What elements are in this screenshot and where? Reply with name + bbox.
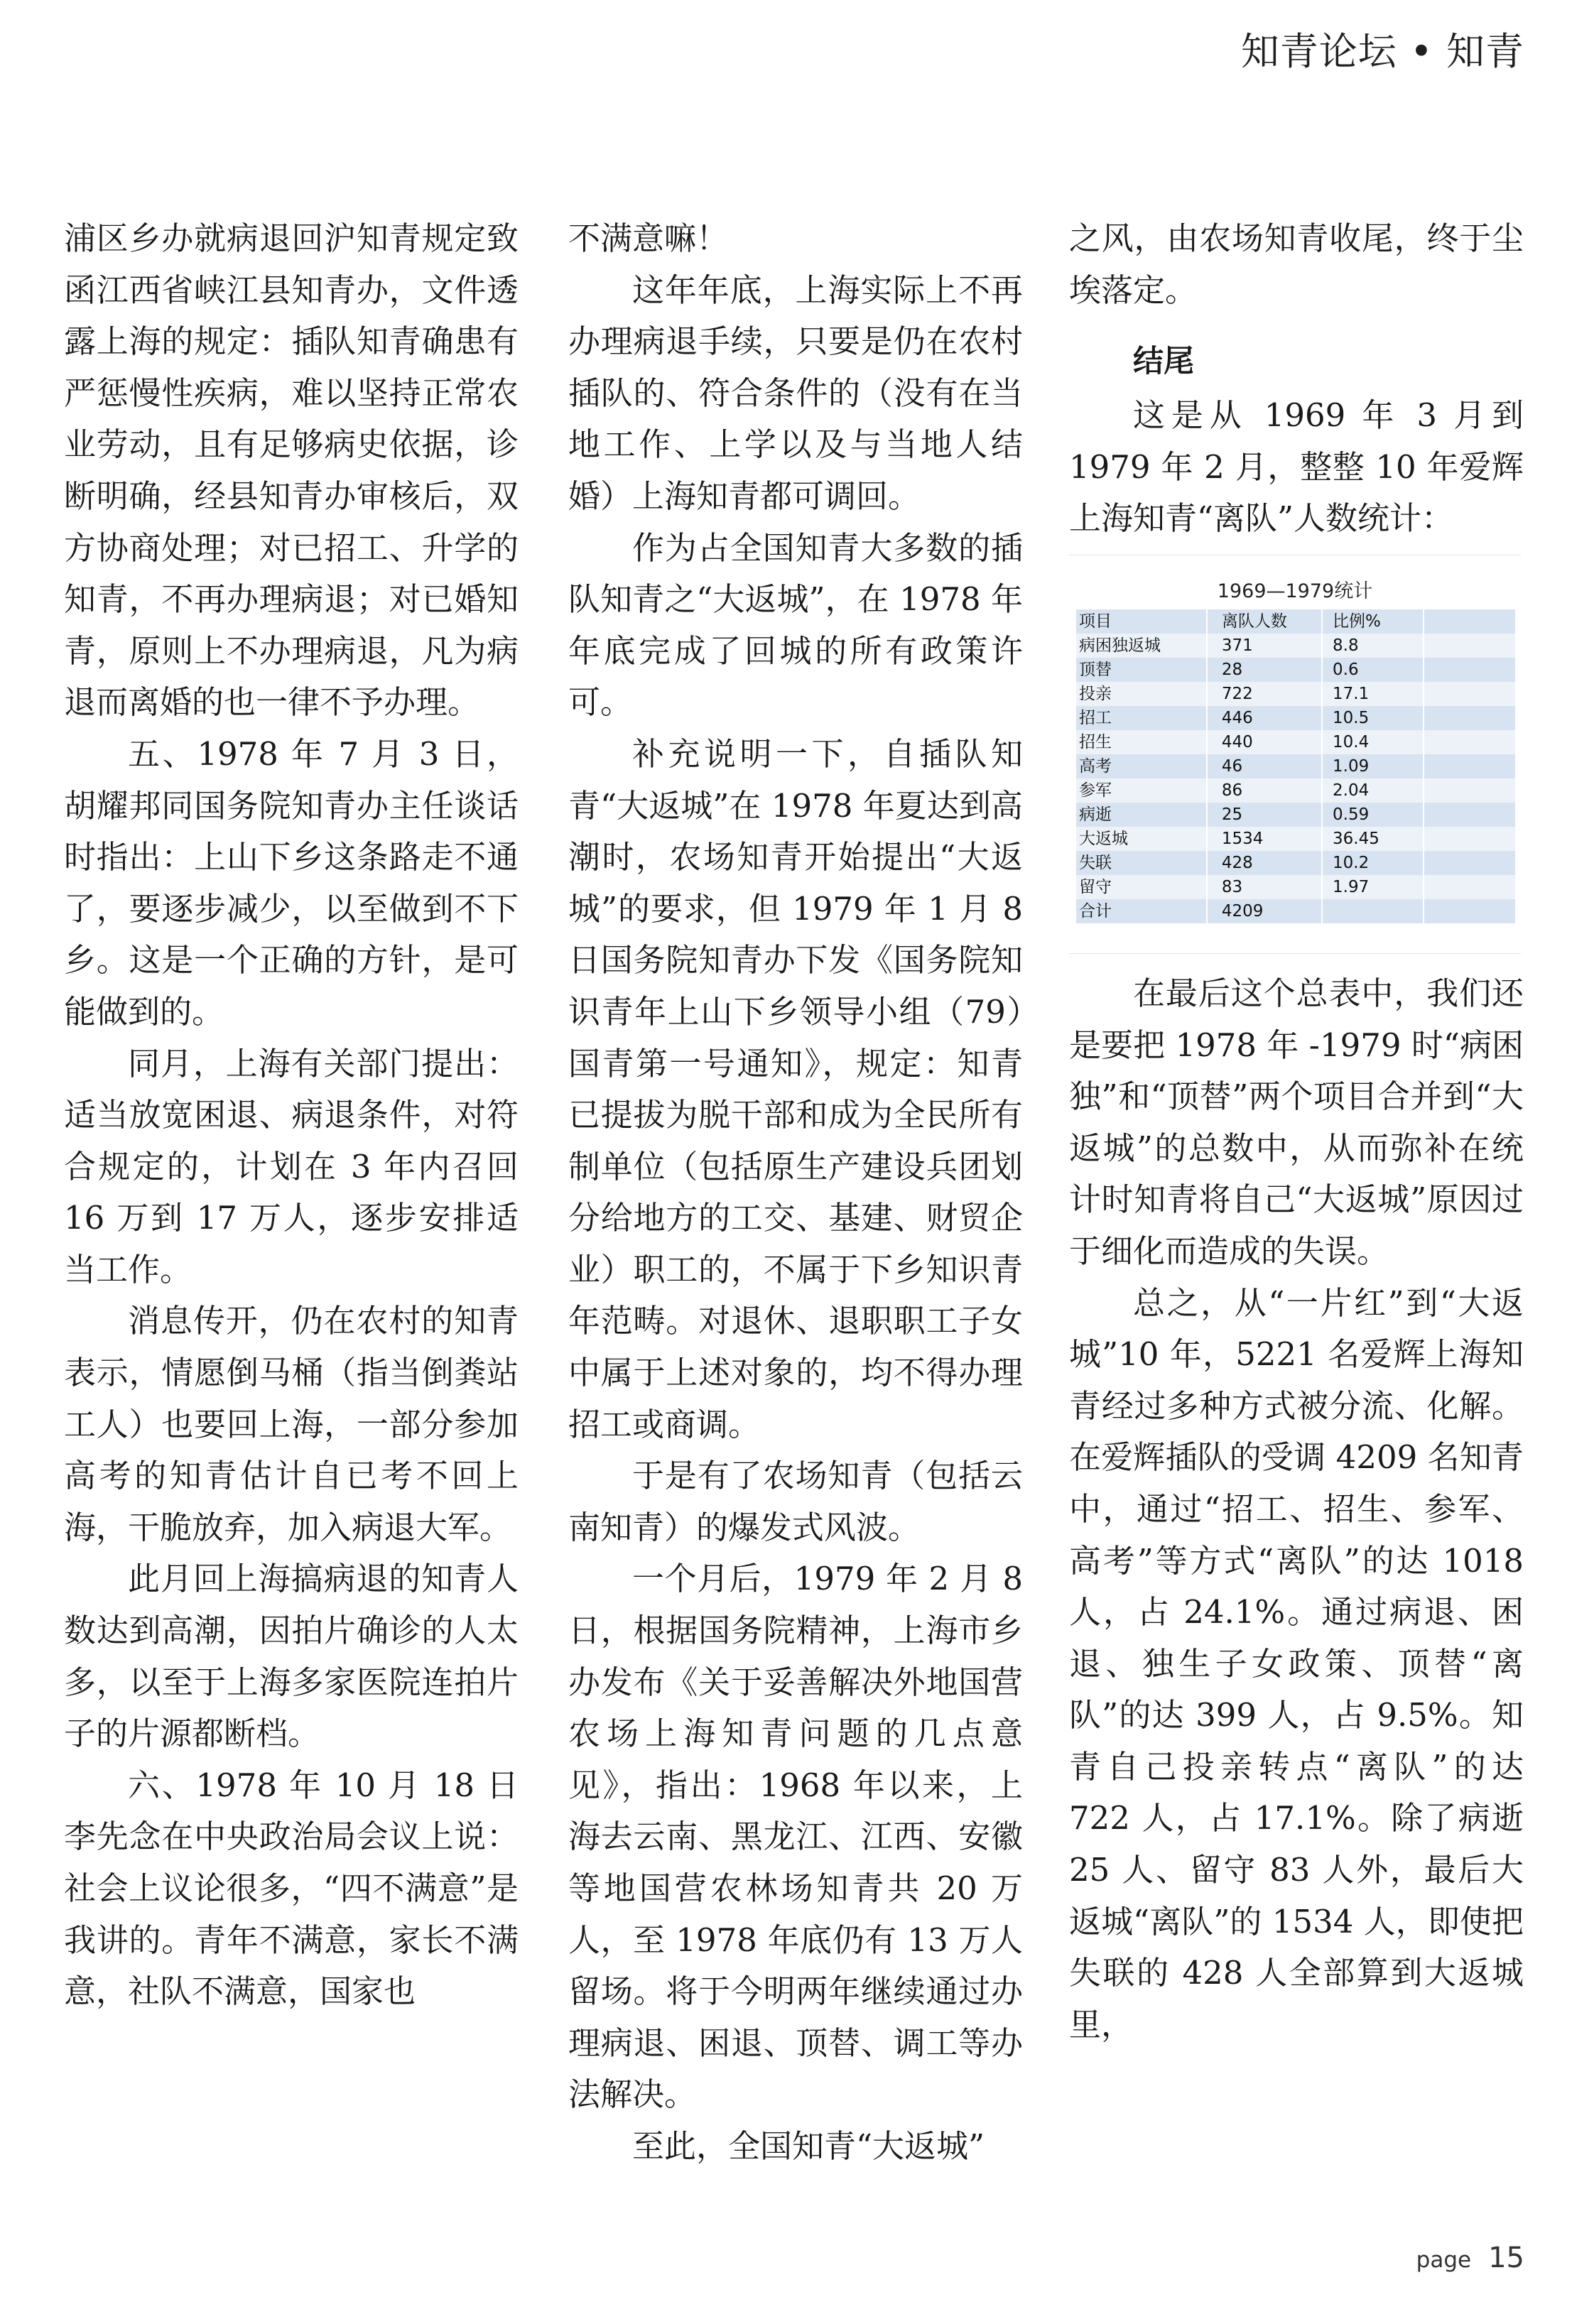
empty-cell <box>1424 730 1516 754</box>
table-title: 1969—1979统计 <box>1217 580 1373 602</box>
page-number: 15 <box>1488 2242 1524 2274</box>
header-cell: 比例% <box>1322 609 1424 634</box>
item-cell: 合计 <box>1076 899 1207 923</box>
count-cell: 28 <box>1207 658 1322 682</box>
table-row <box>1076 851 1516 875</box>
header-cell: 项目 <box>1076 609 1207 634</box>
item-cell: 大返城 <box>1076 827 1207 851</box>
count-cell: 722 <box>1207 682 1322 706</box>
empty-cell <box>1424 634 1516 658</box>
count-cell: 25 <box>1207 803 1322 827</box>
count-cell: 1534 <box>1207 827 1322 851</box>
paragraph: 这是从 1969 年 3 月到 1979 年 2 月，整整 10 年爱辉上海知青“离队”人数统计： <box>1069 396 1524 538</box>
count-cell: 86 <box>1207 778 1322 803</box>
table-row <box>1076 827 1516 851</box>
paragraph: 同月，上海有关部门提出：适当放宽困退、病退条件，对符合规定的，计划在 3 年内召回 16 万到 17 万人，逐步安排适当工作。 <box>64 1044 519 1288</box>
ratio-cell: 10.2 <box>1322 851 1424 875</box>
paragraph: 五、1978 年 7 月 3 日，胡耀邦同国务院知青办主任谈话时指出：上山下乡这条路走不通了，要逐步减少，以至做到不下乡。这是一个正确的方针，是可能做到的。 <box>64 734 519 1031</box>
table-row <box>1076 730 1516 754</box>
paragraph: 这年年底，上海实际上不再办理病退手续，只要是仍在农村插队的、符合条件的（没有在当地工作、上学以及与当地人结婚）上海知青都可调回。 <box>568 271 1023 515</box>
column-1 <box>64 213 519 2018</box>
paragraph: 此月回上海搞病退的知青人数达到高潮，因拍片确诊的人太多，以至于上海多家医院连拍片子的片源都断档。 <box>64 1560 519 1753</box>
empty-cell <box>1424 899 1516 923</box>
table-header-row <box>1076 609 1516 634</box>
table-row <box>1076 658 1516 682</box>
count-cell: 446 <box>1207 706 1322 730</box>
page-footer <box>1416 2242 1524 2274</box>
empty-cell <box>1424 658 1516 682</box>
table-row <box>1076 803 1516 827</box>
empty-cell <box>1424 778 1516 803</box>
paragraph: 浦区乡办就病退回沪知青规定致函江西省峡江县知青办，文件透露上海的规定：插队知青确患有严惩慢性疾病，难以坚持正常农业劳动，且有足够病史依据，诊断明确，经县知青办审核后，双方协商处理；对已招工、升学的知青，不再办理病退；对已婚知青，原则上不办理病退，凡为病退而离婚的也一律不予办理。 <box>64 219 519 722</box>
paragraph: 作为占全国知青大多数的插队知青之“大返城”，在 1978 年年底完成了回城的所有政策许可。 <box>568 528 1023 722</box>
paragraph: 补充说明一下，自插队知青“大返城”在 1978 年夏达到高潮时，农场知青开始提出“大返城”的要求，但 1979 年 1 月 8 日国务院知青办下发《国务院知识青年上山下乡领导小组（79）国青第一号通知》，规定：知青已提拔为脱干部和成为全民所有制单位（包括原生产建设兵团划分给地方的工交、基建、财贸企业）职工的，不属于下乡知识青年范畴。对退休、退职职工子女中属于上述对象的，均不得办理招工或商调。 <box>568 734 1023 1443</box>
section-heading: 结尾 <box>1133 344 1194 380</box>
table-row <box>1076 706 1516 730</box>
paragraph: 之风，由农场知青收尾，终于尘埃落定。 <box>1069 219 1524 309</box>
item-cell: 顶替 <box>1076 658 1207 682</box>
paragraph: 总之，从“一片红”到“大返城”10 年，5221 名爱辉上海知青经过多种方式被分流、化解。在爱辉插队的受调 4209 名知青中，通过“招工、招生、参军、高考”等方式“离队”的达 1018 人，占 24.1%。通过病退、困退、独生子女政策、顶替“离队”的达 399 人，占 9.5%。知青自己投亲转点“离队”的达 722 人，占 17.1%。除了病逝 25 人、留守 83 人外，最后大返城“离队”的 1534 人，即使把失联的 428 人全部算到大返城里， <box>1069 1283 1524 2043</box>
header-cell: 离队人数 <box>1207 609 1322 634</box>
ratio-cell: 36.45 <box>1322 827 1424 851</box>
table-row <box>1076 754 1516 778</box>
empty-cell <box>1424 851 1516 875</box>
item-cell: 投亲 <box>1076 682 1207 706</box>
empty-cell <box>1424 754 1516 778</box>
empty-cell <box>1424 609 1516 634</box>
count-cell: 440 <box>1207 730 1322 754</box>
ratio-cell: 10.4 <box>1322 730 1424 754</box>
ratio-cell: 0.59 <box>1322 803 1424 827</box>
paragraph: 于是有了农场知青（包括云南知青）的爆发式风波。 <box>568 1457 1023 1546</box>
paragraph: 至此，全国知青“大返城” <box>632 2127 985 2165</box>
ratio-cell: 17.1 <box>1322 682 1424 706</box>
ratio-cell: 8.8 <box>1322 634 1424 658</box>
item-cell: 参军 <box>1076 778 1207 803</box>
empty-cell <box>1424 827 1516 851</box>
ratio-cell: 0.6 <box>1322 658 1424 682</box>
statistics-table-figure <box>1069 555 1521 954</box>
ratio-cell <box>1322 899 1424 923</box>
ratio-cell: 1.97 <box>1322 875 1424 899</box>
item-cell: 病困独返城 <box>1076 634 1207 658</box>
empty-cell <box>1424 682 1516 706</box>
item-cell: 失联 <box>1076 851 1207 875</box>
empty-cell <box>1424 706 1516 730</box>
count-cell: 428 <box>1207 851 1322 875</box>
table-row <box>1076 682 1516 706</box>
empty-cell <box>1424 875 1516 899</box>
statistics-table <box>1076 609 1517 923</box>
section-header: 知青论坛 • 知青 <box>1240 29 1524 74</box>
paragraph: 消息传开，仍在农村的知青表示，情愿倒马桶（指当倒粪站工人）也要回上海，一部分参加高考的知青估计自已考不回上海，干脆放弃，加入病退大军。 <box>64 1302 519 1546</box>
column-3 <box>1069 213 1524 2051</box>
column-2 <box>568 213 1023 2173</box>
item-cell: 招生 <box>1076 730 1207 754</box>
paragraph: 六、1978 年 10 月 18 日李先念在中央政治局会议上说：社会上议论很多，“四不满意”是我讲的。青年不满意，家长不满意，社队不满意，国家也 <box>64 1766 519 2011</box>
empty-cell <box>1424 803 1516 827</box>
page-label: page <box>1416 2247 1472 2273</box>
count-cell: 83 <box>1207 875 1322 899</box>
item-cell: 病逝 <box>1076 803 1207 827</box>
ratio-cell: 2.04 <box>1322 778 1424 803</box>
ratio-cell: 1.09 <box>1322 754 1424 778</box>
item-cell: 高考 <box>1076 754 1207 778</box>
table-total-row <box>1076 899 1516 923</box>
table-row <box>1076 778 1516 803</box>
count-cell: 371 <box>1207 634 1322 658</box>
table-row <box>1076 875 1516 899</box>
item-cell: 招工 <box>1076 706 1207 730</box>
paragraph: 一个月后，1979 年 2 月 8 日，根据国务院精神，上海市乡办发布《关于妥善解决外地国营农场上海知青问题的几点意见》，指出：1968 年以来，上海去云南、黑龙江、江西、安徽等地国营农林场知青共 20 万人，至 1978 年底仍有 13 万人留场。将于今明两年继续通过办理病退、困退、顶替、调工等办法解决。 <box>568 1560 1023 2114</box>
paragraph: 不满意嘛！ <box>568 219 729 257</box>
ratio-cell: 10.5 <box>1322 706 1424 730</box>
table-row <box>1076 634 1516 658</box>
paragraph: 在最后这个总表中，我们还是要把 1978 年 -1979 时“病困独”和“顶替”两个项目合并到“大返城”的总数中，从而弥补在统计时知青将自己“大返城”原因过于细化而造成的失误。 <box>1069 974 1524 1270</box>
count-cell: 4209 <box>1207 899 1322 923</box>
item-cell: 留守 <box>1076 875 1207 899</box>
count-cell: 46 <box>1207 754 1322 778</box>
